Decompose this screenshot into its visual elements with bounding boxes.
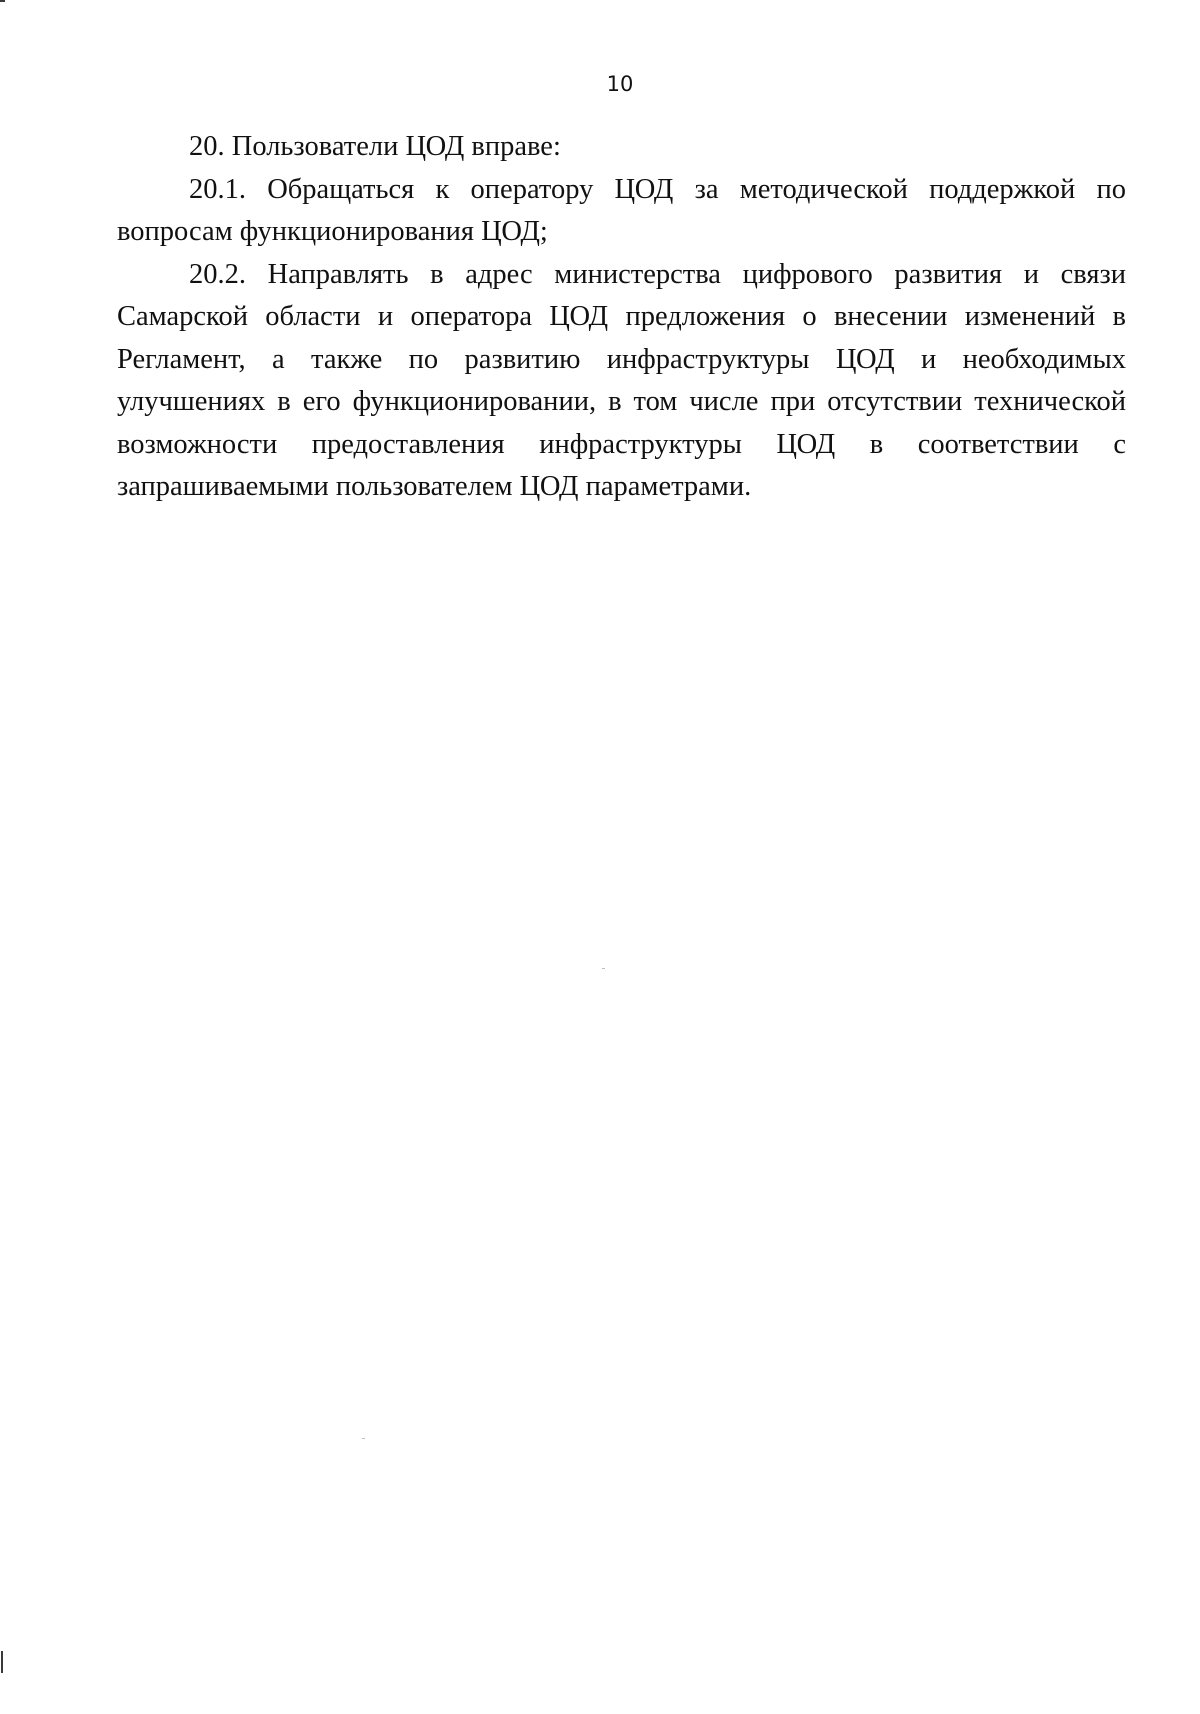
page-number: 10: [606, 72, 634, 96]
scan-speck: [362, 1438, 365, 1439]
scan-edge-mark: [0, 0, 5, 2]
scan-edge-mark: [1, 1651, 3, 1673]
paragraph-20: 20. Пользователи ЦОД вправе:: [189, 131, 561, 162]
paragraph-20-1: 20.1. Обращаться к оператору ЦОД за методической поддержкой по вопросам функционирования ЦОД;: [117, 173, 1126, 247]
scan-speck: [602, 968, 605, 969]
document-body: [117, 126, 1126, 509]
paragraph-20-2: 20.2. Направлять в адрес министерства цифрового развития и связи Самарской области и оператора ЦОД предложения о внесении изменений в Регламент, а также по развитию инфраструктуры ЦОД и необходимых улучшениях в его функционировании, в том числе при отсутствии технической возможности предоставления инфраструктуры ЦОД в соответствии с запрашиваемыми пользователем ЦОД параметрами.: [117, 258, 1126, 502]
